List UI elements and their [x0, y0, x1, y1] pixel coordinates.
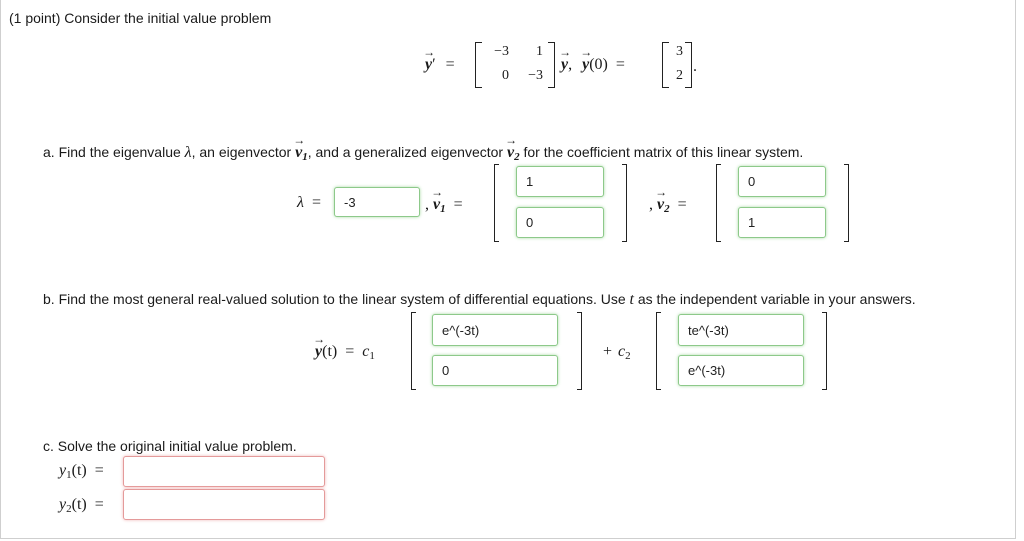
col1-input-bottom[interactable]: 0: [432, 355, 558, 386]
y0-symbol: → y: [582, 56, 589, 74]
problem-panel: (1 point) Consider the initial value problem → y′ = −3 1 0 −3 → y, → y(0) = 3 2 . a. Find the eigenvalue λ, an eigenvector → $v_1$, and a generalized eigenvector → $v_2$ for the coefficient matrix of this linear system. λ = -3 , → $v_1$ = 1 0 , → $v_2$ = 0 1 b. Find the most general real-valued solution to the linear system of differential equations. Use t as the independent variable in your answers. → $y(t) = c_1$ e^(-3t) 0 + $c_2$ te^(-3t) e^(-3t) c. Solve the original initial value problem. $y_1(t)$ = $y_2(t)$ =: [0, 0, 1016, 539]
matrix-cell: 1: [536, 44, 543, 59]
v2-input-bottom[interactable]: 1: [738, 207, 826, 238]
points-label: (1 point): [9, 10, 61, 26]
y1-label: $y_1(t)$ =: [59, 462, 104, 481]
matrix-left-bracket: [475, 42, 482, 88]
part-b-prompt: b. Find the most general real-valued solution to the linear system of differential equations. Use t as the independent variable in your answers.: [43, 291, 916, 308]
problem-intro: Consider the initial value problem: [64, 10, 272, 26]
v1-input-bottom[interactable]: 0: [516, 207, 604, 238]
v2-right-bracket: [844, 164, 849, 242]
ic-cell: 3: [676, 44, 683, 59]
ic-right-bracket: [685, 42, 692, 88]
c2-label: + $c_2$: [603, 343, 631, 362]
y2-label: $y_2(t)$ =: [59, 496, 104, 515]
col1-right-bracket: [577, 312, 582, 390]
part-a-prompt: a. Find the eigenvalue λ, an eigenvector → $v_1$, and a generalized eigenvector → $v_2$ for the coefficient matrix of this linear system.: [43, 144, 803, 163]
col1-left-bracket: [411, 312, 416, 390]
v1-left-bracket: [494, 164, 499, 242]
col2-input-bottom[interactable]: e^(-3t): [678, 355, 804, 386]
y-vector-symbol: → y: [561, 56, 568, 74]
y-vector-symbol: → y: [425, 56, 432, 74]
matrix-cell: −3: [528, 68, 543, 83]
matrix-cell: −3: [494, 44, 509, 59]
v1-label: , → $v_1$ =: [425, 196, 463, 215]
y1-input[interactable]: [123, 456, 325, 487]
col1-input-top[interactable]: e^(-3t): [432, 314, 558, 346]
matrix-cell: 0: [502, 68, 509, 83]
v2-label: , → $v_2$ =: [649, 196, 687, 215]
v1-right-bracket: [622, 164, 627, 242]
solution-label: → $y(t) = c_1$: [315, 343, 375, 362]
problem-header: [9, 10, 271, 26]
col2-left-bracket: [656, 312, 661, 390]
col2-input-top[interactable]: te^(-3t): [678, 314, 804, 346]
v2-input-top[interactable]: 0: [738, 166, 826, 197]
matrix-right-bracket: [548, 42, 555, 88]
v1-input-top[interactable]: 1: [516, 166, 604, 197]
ic-cell: 2: [676, 68, 683, 83]
lambda-input[interactable]: -3: [334, 187, 420, 217]
v2-left-bracket: [716, 164, 721, 242]
part-c-prompt: c. Solve the original initial value problem.: [43, 438, 297, 454]
col2-right-bracket: [822, 312, 827, 390]
y2-input[interactable]: [123, 489, 325, 520]
lambda-label: λ =: [297, 194, 321, 211]
